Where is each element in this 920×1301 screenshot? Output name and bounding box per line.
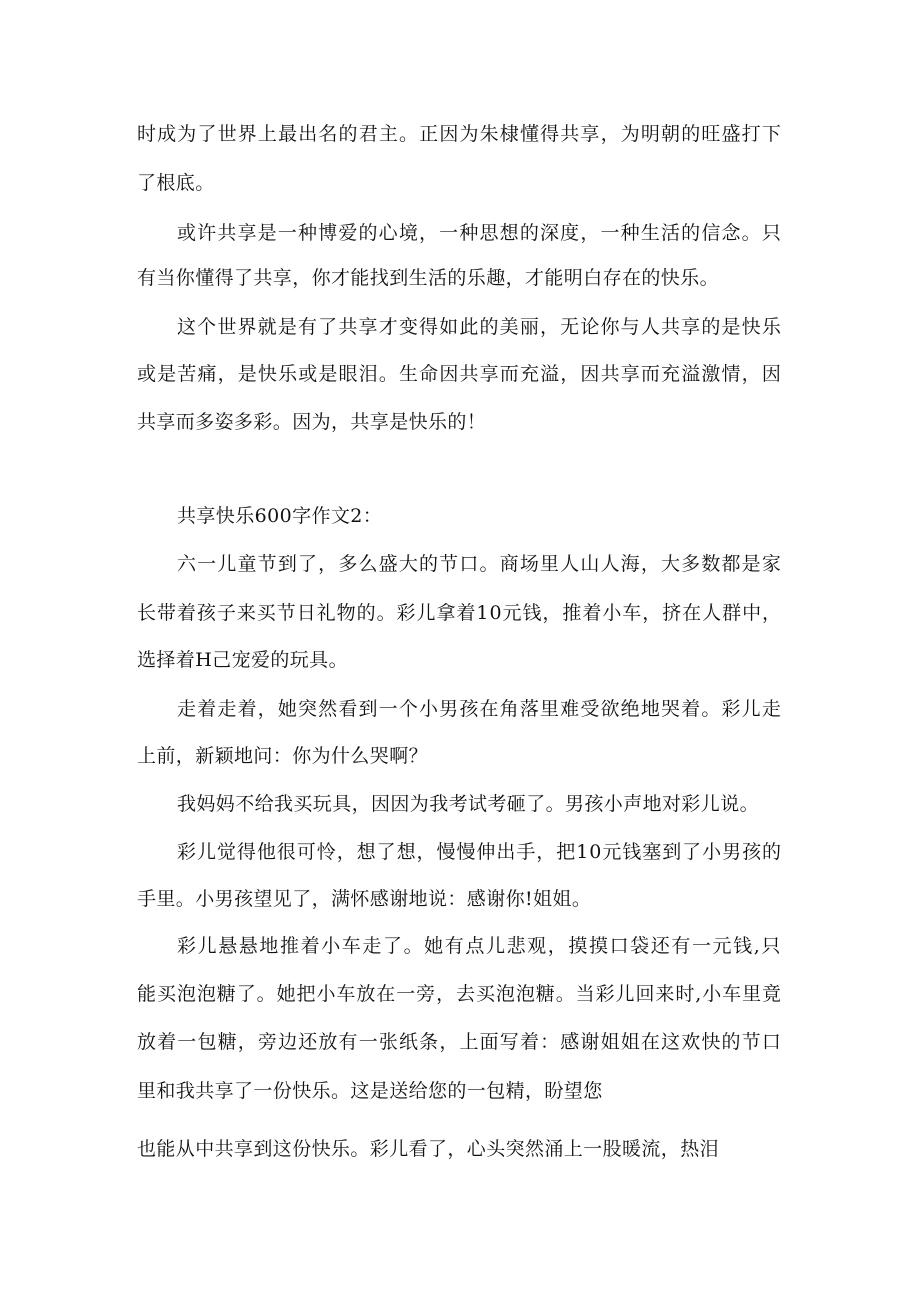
text-line: 里和我共享了一份快乐。这是送给您的一包精，盼望您	[137, 1080, 603, 1102]
text-line: 或是苦痛，是快乐或是眼泪。生命因共享而充溢，因共享而充溢激情，因	[137, 363, 782, 385]
text-line: 能买泡泡糖了。她把小车放在一旁，去买泡泡糖。当彩儿回来时,小车里竟	[137, 983, 782, 1005]
text-line: 也能从中共享到这份快乐。彩儿看了，心头突然涌上一股暖流，热泪	[137, 1138, 720, 1160]
text-line: 共享而多姿多彩。因为，共享是快乐的！	[137, 411, 487, 433]
text-line: 彩儿悬悬地推着小车走了。她有点儿悲观，摸摸口袋还有一元钱,只	[177, 935, 782, 957]
text-line: 这个世界就是有了共享才变得如此的美丽，无论你与人共享的是快乐	[177, 316, 782, 338]
text-line: 彩儿觉得他很可怜，想了想，慢慢伸出手，把10元钱塞到了小男孩的	[177, 841, 782, 863]
text-line: 有当你懂得了共享，你才能找到生活的乐趣，才能明白存在的快乐。	[137, 267, 720, 289]
text-line: 手里。小男孩望见了，满怀感谢地说：感谢你!姐姐。	[137, 888, 592, 910]
text-line: 走着走着，她突然看到一个小男孩在角落里难受欲绝地哭着。彩儿走	[177, 698, 782, 720]
text-line: 了根底。	[137, 172, 215, 194]
section-heading: 共享快乐600字作文2：	[177, 505, 383, 527]
text-line: 我妈妈不给我买玩具，因因为我考试考砸了。男孩小声地对彩儿说。	[177, 793, 760, 815]
text-line: 六一儿童节到了，多么盛大的节口。商场里人山人海，大多数都是家	[177, 553, 782, 575]
text-line: 放着一包糖，旁边还放有一张纸条，上面写着：感谢姐姐在这欢快的节口	[137, 1031, 782, 1053]
text-line: 上前，新颖地问：你为什么哭啊？	[137, 745, 429, 767]
text-line: 时成为了世界上最出名的君主。正因为朱棣懂得共享，为明朝的旺盛打下	[137, 123, 782, 145]
text-line: 长带着孩子来买节日礼物的。彩儿拿着10元钱，推着小车，挤在人群中，	[137, 602, 782, 624]
text-line: 选择着H己宠爱的玩具。	[137, 649, 348, 671]
text-line: 或许共享是一种博爱的心境，一种思想的深度，一种生活的信念。只	[177, 222, 782, 244]
